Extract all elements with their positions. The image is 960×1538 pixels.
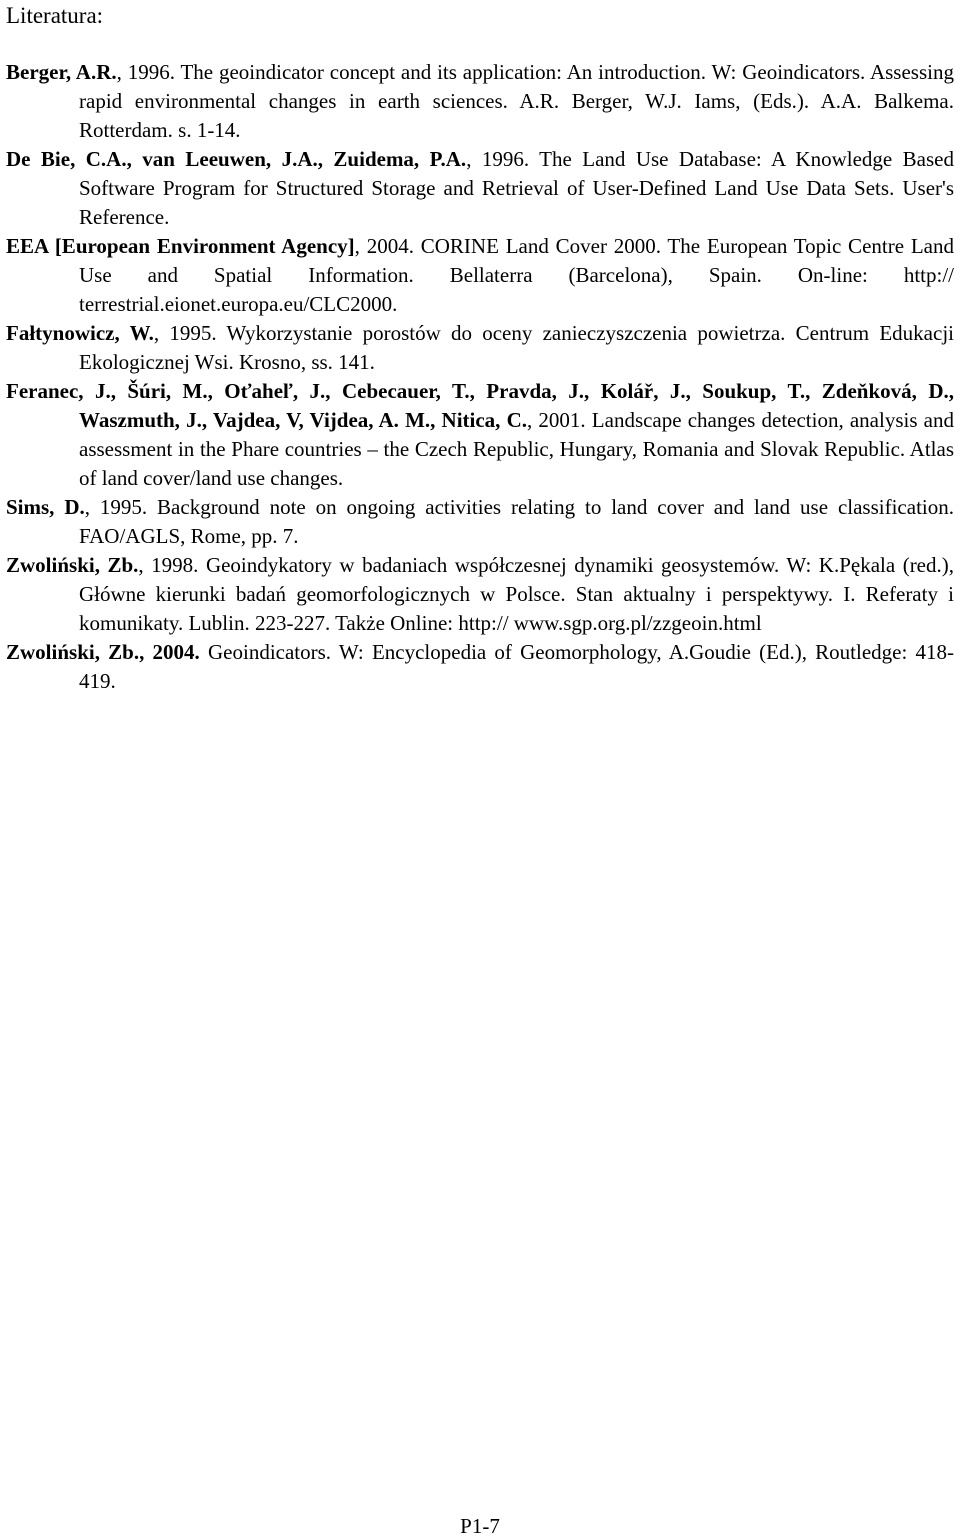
reference-item [6,145,954,232]
reference-authors: De Bie, C.A., van Leeuwen, J.A., Zuidema, P.A. [6,147,467,171]
reference-authors: Berger, A.R. [6,60,117,84]
reference-details: , 2004. CORINE Land Cover 2000. The European Topic Centre Land Use and Spatial Information. Bellaterra (Barcelona), Spain. On-line: http:// terrestrial.eionet.europa.eu/CLC2000. [79,234,954,316]
reference-authors: Fałtynowicz, W. [6,321,154,345]
reference-item [6,551,954,638]
reference-list [6,58,954,696]
reference-details: Geoindicators. W: Encyclopedia of Geomorphology, A.Goudie (Ed.), Routledge: 418-419. [79,640,954,693]
reference-item [6,638,954,696]
reference-details: , 1995. Wykorzystanie porostów do oceny zanieczyszczenia powietrza. Centrum Edukacji Ekologicznej Wsi. Krosno, ss. 141. [79,321,954,374]
reference-details: , 1995. Background note on ongoing activities relating to land cover and land use classification. FAO/AGLS, Rome, pp. 7. [79,495,954,548]
reference-authors: Zwoliński, Zb. [6,553,139,577]
reference-item [6,493,954,551]
reference-authors: EEA [European Environment Agency] [6,234,355,258]
reference-authors: Feranec, J., Šúri, M., Oťaheľ, J., Cebecauer, T., Pravda, J., Kolář, J., Soukup, T., Zdeňková, D., Waszmuth, J., Vajdea, V, Vijdea, A. M., Nitica, C. [6,379,954,432]
reference-item [6,319,954,377]
page-heading: Literatura: [6,3,104,28]
reference-details: , 2001. Landscape changes detection, analysis and assessment in the Phare countries – the Czech Republic, Hungary, Romania and Slovak Republic. Atlas of land cover/land use changes. [79,408,954,490]
reference-item [6,232,954,319]
reference-authors: Zwoliński, Zb., 2004. [6,640,200,664]
reference-details: , 1998. Geoindykatory w badaniach współczesnej dynamiki geosystemów. W: K.Pękala (red.), Główne kierunki badań geomorfologicznych w Polsce. Stan aktualny i perspektywy. I. Referaty i komunikaty. Lublin. 223-227. Także Online: http:// www.sgp.org.pl/zzgeoin.html [79,553,954,635]
reference-details: , 1996. The Land Use Database: A Knowledge Based Software Program for Structured Storage and Retrieval of User-Defined Land Use Data Sets. User's Reference. [79,147,954,229]
page-number: P1-7 [460,1514,500,1538]
reference-item [6,58,954,145]
reference-authors: Sims, D. [6,495,85,519]
reference-details: , 1996. The geoindicator concept and its application: An introduction. W: Geoindicators. Assessing rapid environmental changes in earth sciences. A.R. Berger, W.J. Iams, (Eds.). A.A. Balkema. Rotterdam. s. 1-14. [79,60,954,142]
reference-item [6,377,954,493]
